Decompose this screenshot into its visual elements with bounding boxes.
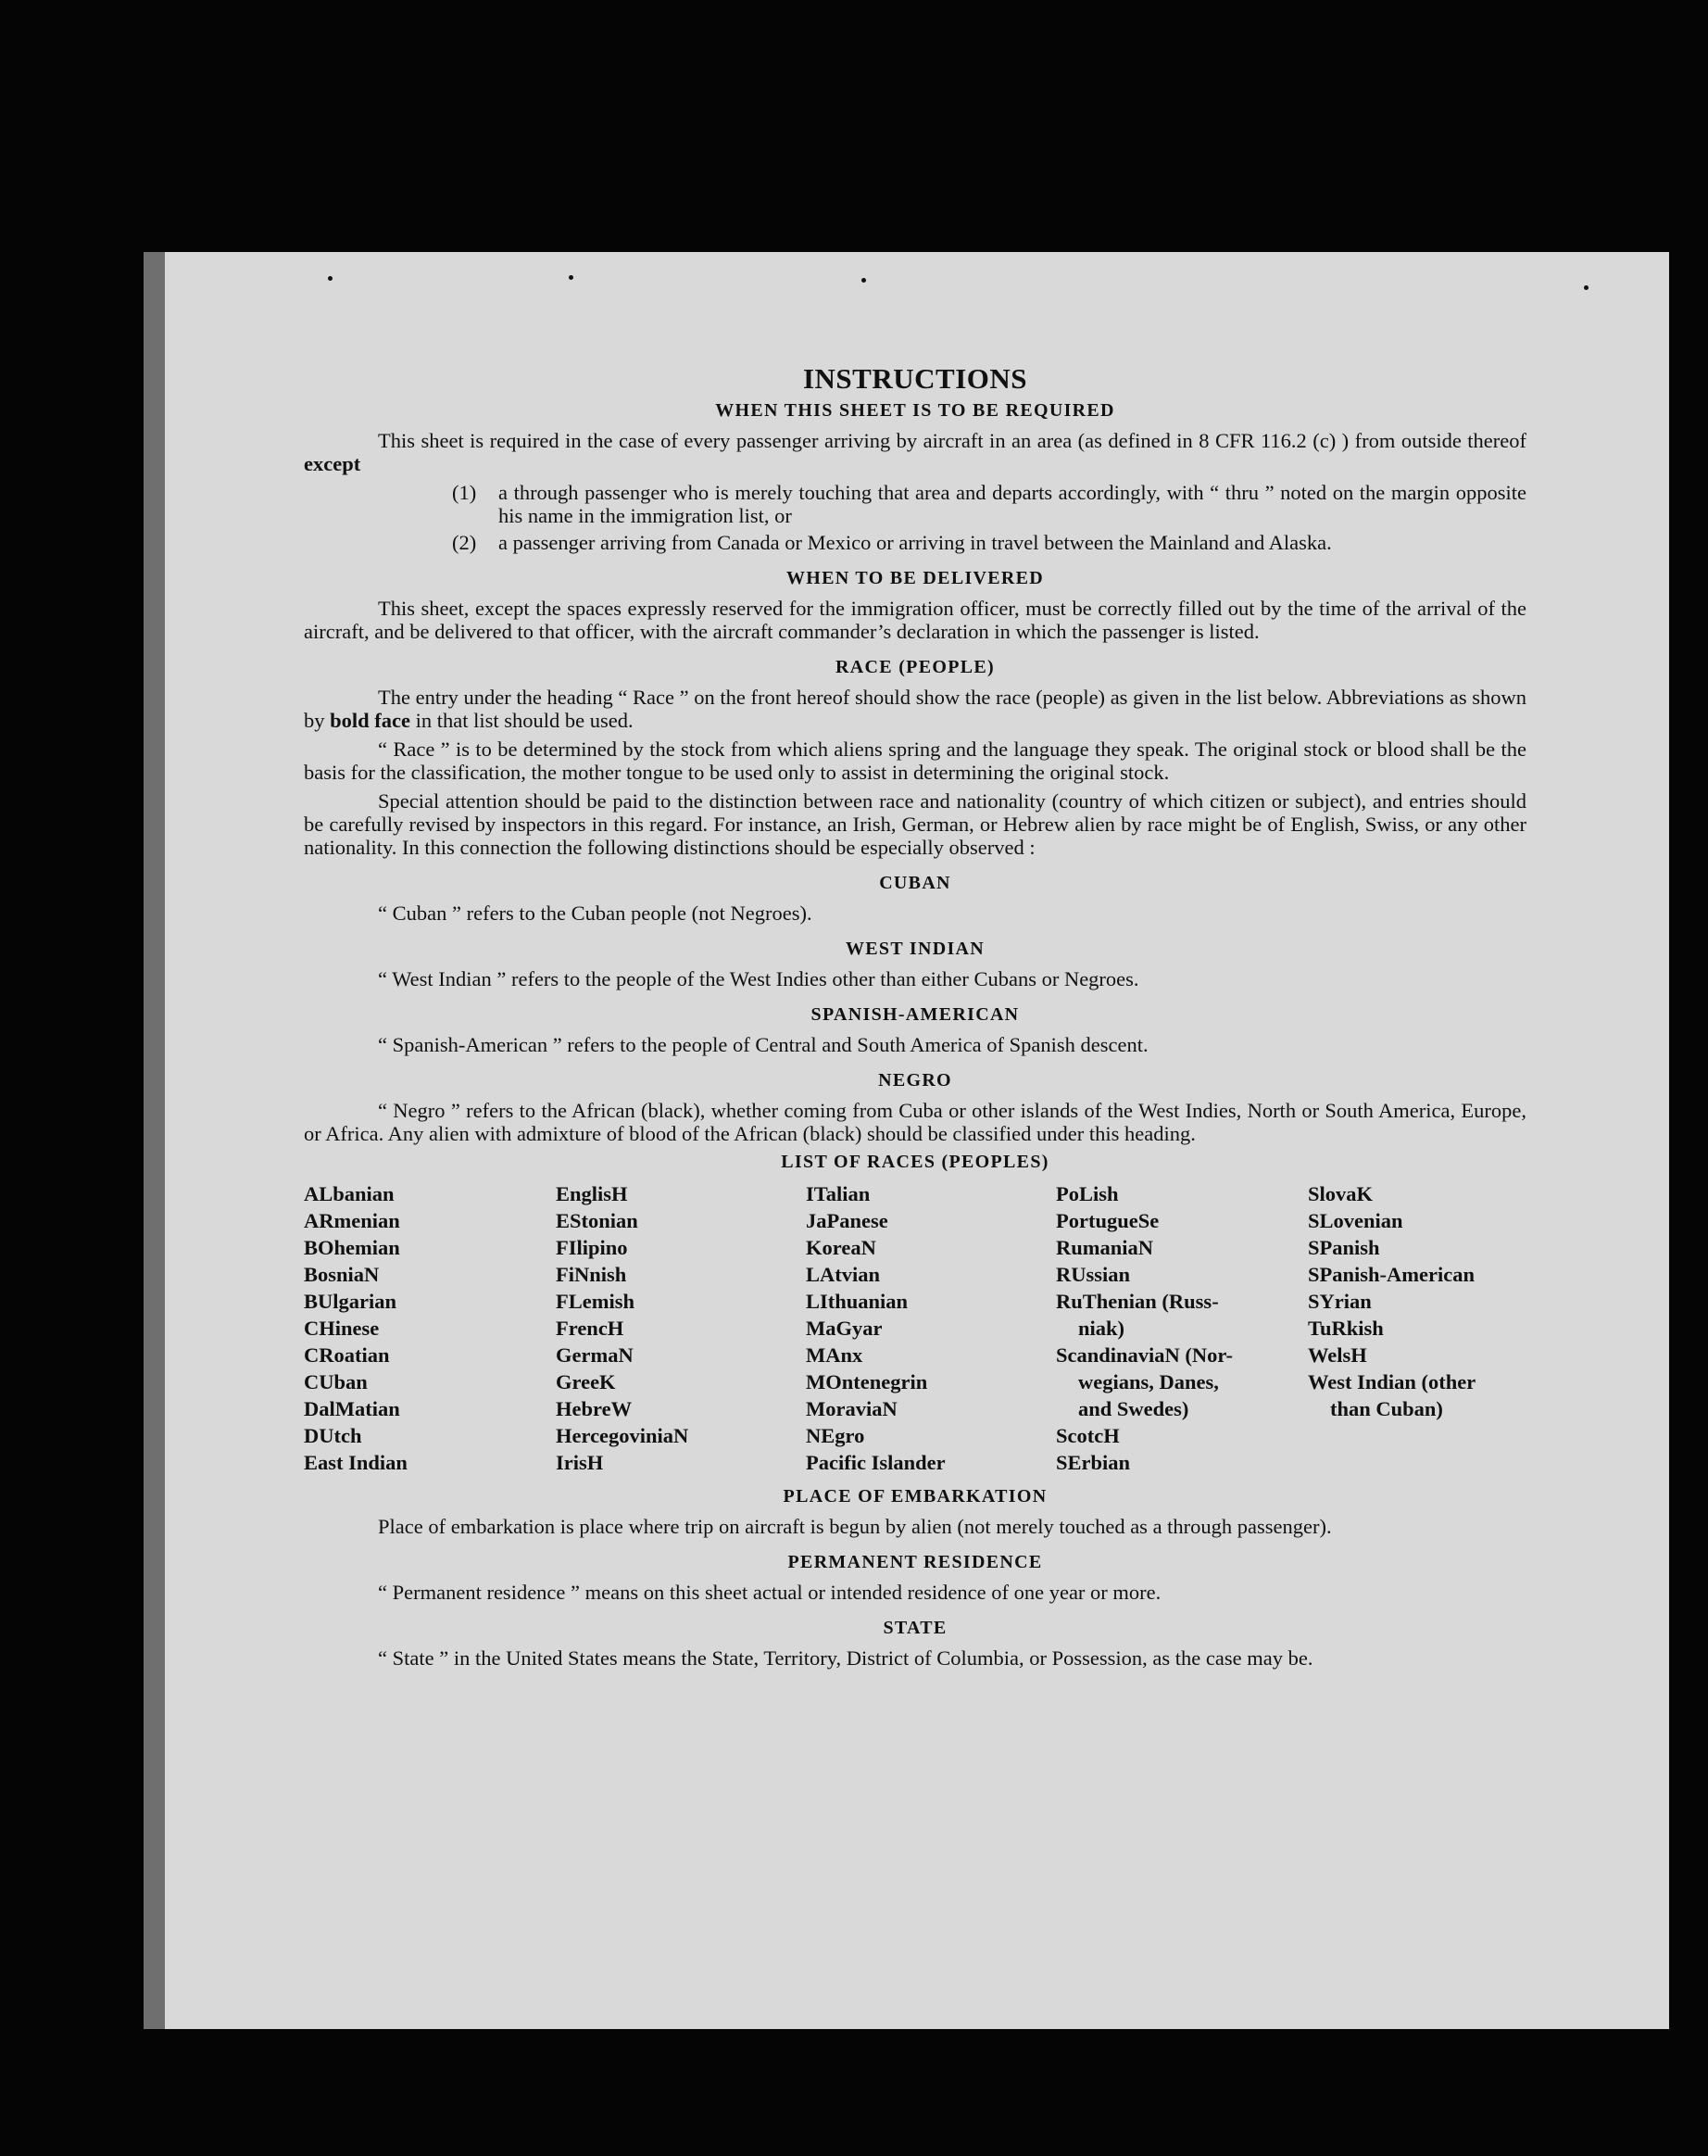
race-p1-text: The entry under the heading “ Race ” on the front hereof should show the race (people) as given in the list below. Abbreviations as shown by [304, 686, 1526, 732]
race-entry: FrencH [556, 1317, 624, 1340]
heading-residence: PERMANENT RESIDENCE [787, 1552, 1043, 1572]
race-entry: ALbanian [304, 1182, 395, 1205]
race-entry: CHinese [304, 1317, 380, 1340]
race-entry: CUban [304, 1370, 368, 1393]
residence-text: “ Permanent residence ” means on this sheet actual or intended residence of one year or more. [378, 1581, 1162, 1604]
race-entry: RuThenian (Russ- [1056, 1290, 1219, 1313]
item-text: a through passenger who is merely touching that area and departs accordingly, with “ thru ” noted on the margin opposite his name in the immigration list, or [498, 481, 1526, 527]
races-column [1308, 1180, 1526, 1476]
races-column [304, 1180, 556, 1476]
race-entry: than Cuban) [1330, 1397, 1443, 1420]
heading-race: RACE (PEOPLE) [835, 657, 995, 677]
race-entry: SPanish-American [1308, 1263, 1475, 1286]
document-sheet [165, 252, 1669, 2029]
race-entry: niak) [1078, 1317, 1125, 1340]
race-entry: SYrian [1308, 1290, 1372, 1313]
item-number: (2) [452, 531, 477, 554]
race-entry: DalMatian [304, 1397, 400, 1420]
race-entry: MoraviaN [806, 1397, 898, 1420]
west-indian-text: “ West Indian ” refers to the people of the West Indies other than either Cubans or Negroes. [378, 967, 1139, 990]
race-p1-post: in that list should be used. [410, 709, 634, 732]
races-table [304, 1180, 1526, 1476]
ink-speck [569, 275, 573, 280]
negro-text: “ Negro ” refers to the African (black), whether coming from Cuba or other islands of the West Indies, North or South America, Europe, or Africa. Any alien with admixture of blood of the African (black) should be classified under this heading. [304, 1099, 1526, 1145]
instructions-body [304, 362, 1526, 1675]
heading-cuban: CUBAN [879, 873, 951, 893]
race-entry: PoLish [1056, 1182, 1119, 1205]
race-entry: IrisH [556, 1451, 604, 1474]
heading-list-of-races: LIST OF RACES (PEOPLES) [781, 1152, 1049, 1172]
race-entry: PortugueSe [1056, 1209, 1160, 1232]
race-entry: LAtvian [806, 1263, 881, 1286]
race-entry: BosniaN [304, 1263, 380, 1286]
race-entry: EStonian [556, 1209, 638, 1232]
race-entry: MAnx [806, 1343, 863, 1367]
delivered-text: This sheet, except the spaces expressly reserved for the immigration officer, must be correctly filled out by the time of the arrival of the aircraft, and be delivered to that officer, with the aircraft commander’s declaration in which the passenger is listed. [304, 597, 1526, 643]
heading-embarkation: PLACE OF EMBARKATION [783, 1486, 1048, 1507]
race-entry: TuRkish [1308, 1317, 1384, 1340]
spanish-american-text: “ Spanish-American ” refers to the people of Central and South America of Spanish descent. [378, 1033, 1149, 1056]
race-paragraph-2: “ Race ” is to be determined by the stock from which aliens spring and the language they speak. The original stock or blood shall be the basis for the classification, the mother tongue to be used only to assist in determining the original stock. [304, 738, 1526, 784]
item-number: (1) [452, 481, 477, 504]
race-entry: BUlgarian [304, 1290, 397, 1313]
item-text: a passenger arriving from Canada or Mexico or arriving in travel between the Mainland and Alaska. [498, 531, 1332, 554]
race-entry: CRoatian [304, 1343, 390, 1367]
required-item [452, 481, 1526, 527]
race-entry: SPanish [1308, 1236, 1380, 1259]
races-column [556, 1180, 806, 1476]
race-paragraph-3: Special attention should be paid to the distinction between race and nationality (country of which citizen or subject), and entries should be carefully revised by inspectors in this regard. For instance, an Irish, German, or Hebrew alien by race might be of English, Swiss, or any other nationality. In this connection the following distinctions should be especially observed : [304, 789, 1526, 859]
race-entry: HercegoviniaN [556, 1424, 689, 1447]
required-item [452, 531, 1526, 554]
cuban-text: “ Cuban ” refers to the Cuban people (not Negroes). [378, 901, 812, 925]
heading-spanish-american: SPANISH-AMERICAN [810, 1004, 1020, 1025]
race-entry: HebreW [556, 1397, 633, 1420]
heading-delivered: WHEN TO BE DELIVERED [785, 568, 1045, 588]
race-entry: FiNnish [556, 1263, 627, 1286]
required-intro-bold: except [304, 452, 361, 475]
heading-negro: NEGRO [878, 1070, 952, 1091]
race-entry: RUssian [1056, 1263, 1131, 1286]
race-entry: SErbian [1056, 1451, 1131, 1474]
race-entry: ScotcH [1056, 1424, 1120, 1447]
race-entry: WelsH [1308, 1343, 1367, 1367]
race-entry: SLovenian [1308, 1209, 1403, 1232]
heading-state: STATE [883, 1618, 948, 1638]
race-entry: FLemish [556, 1290, 635, 1313]
race-entry: Pacific Islander [806, 1451, 946, 1474]
race-entry: GreeK [556, 1370, 616, 1393]
race-entry: ScandinaviaN (Nor- [1056, 1343, 1234, 1367]
race-paragraph-1 [304, 686, 1526, 732]
state-text: “ State ” in the United States means the State, Territory, District of Columbia, or Possession, as the case may be. [378, 1646, 1313, 1670]
race-p1-bold: bold face [330, 709, 410, 732]
race-entry: JaPanese [806, 1209, 888, 1232]
race-entry: ARmenian [304, 1209, 400, 1232]
race-entry: East Indian [304, 1451, 408, 1474]
race-entry: MaGyar [806, 1317, 883, 1340]
race-entry: ITalian [806, 1182, 871, 1205]
heading-required: WHEN THIS SHEET IS TO BE REQUIRED [715, 400, 1115, 421]
race-entry: EnglisH [556, 1182, 628, 1205]
race-entry: SlovaK [1308, 1182, 1374, 1205]
races-column [806, 1180, 1056, 1476]
page-title: INSTRUCTIONS [802, 362, 1027, 395]
race-entry: RumaniaN [1056, 1236, 1154, 1259]
race-entry: BOhemian [304, 1236, 400, 1259]
race-entry: DUtch [304, 1424, 362, 1447]
race-entry: GermaN [556, 1343, 634, 1367]
races-column [1056, 1180, 1308, 1476]
race-entry: West Indian (other [1308, 1370, 1476, 1393]
race-entry: FIlipino [556, 1236, 628, 1259]
ink-speck [861, 278, 866, 283]
ink-speck [328, 276, 333, 281]
race-entry: and Swedes) [1078, 1397, 1189, 1420]
embarkation-text: Place of embarkation is place where trip on aircraft is begun by alien (not merely touched as a through passenger). [378, 1515, 1332, 1538]
heading-west-indian: WEST INDIAN [845, 939, 986, 959]
race-entry: MOntenegrin [806, 1370, 928, 1393]
required-intro-text: This sheet is required in the case of every passenger arriving by aircraft in an area (as defined in 8 CFR 116.2 (c) ) from outside thereof [378, 429, 1526, 452]
required-intro [304, 429, 1526, 475]
race-entry: NEgro [806, 1424, 865, 1447]
ink-speck [1584, 285, 1589, 290]
race-entry: wegians, Danes, [1078, 1370, 1219, 1393]
race-entry: LIthuanian [806, 1290, 909, 1313]
race-entry: KoreaN [806, 1236, 876, 1259]
